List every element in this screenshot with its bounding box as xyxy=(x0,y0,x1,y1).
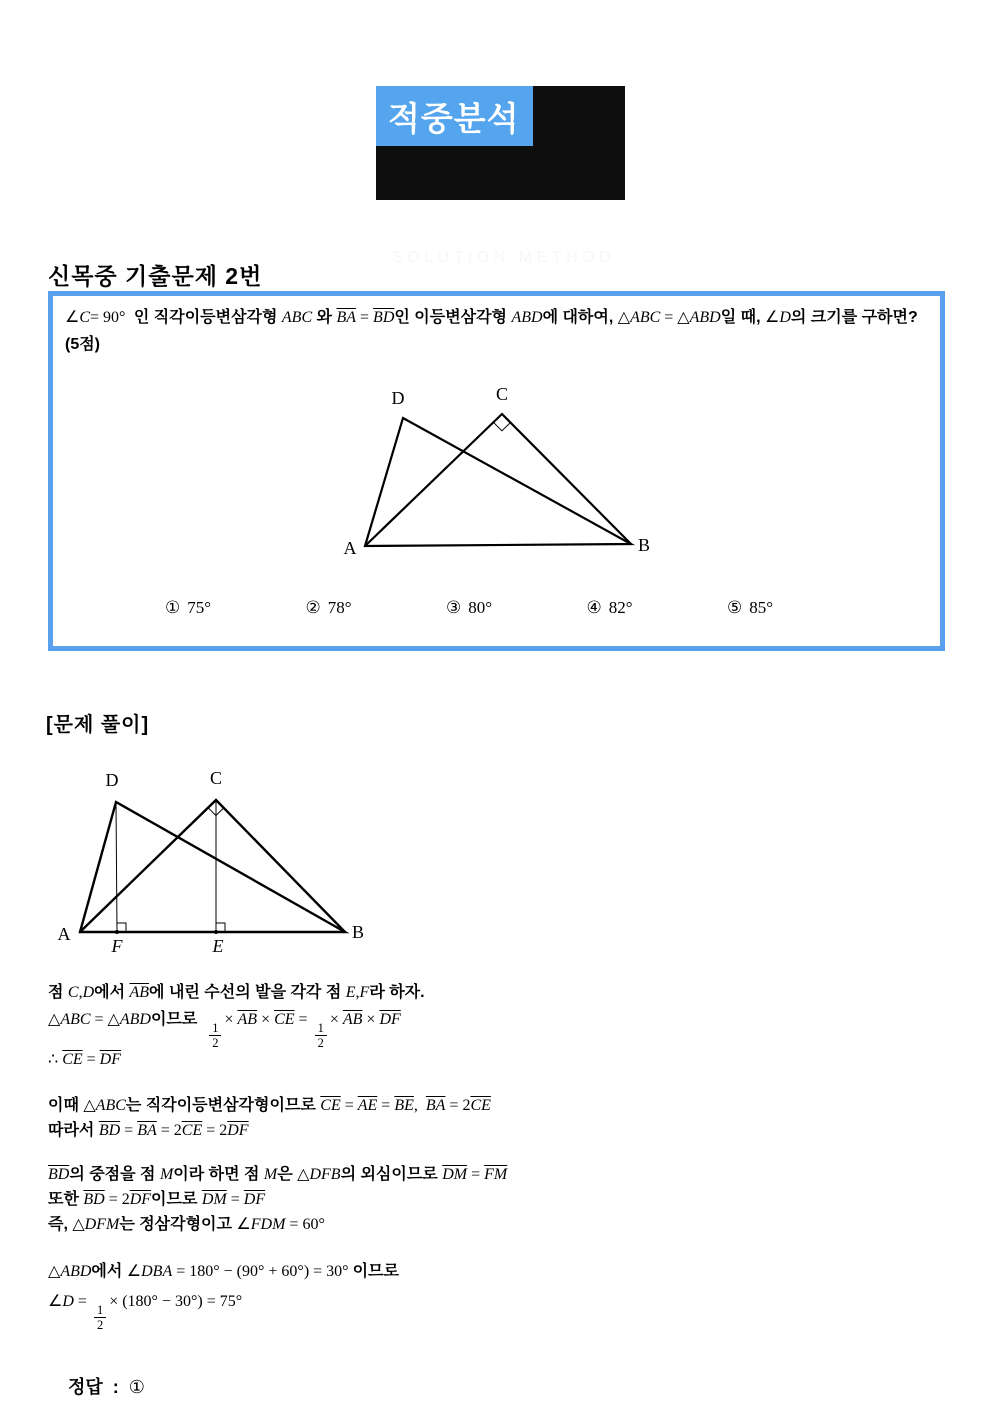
vertex-label-c: C xyxy=(495,384,509,404)
solution-line-4: 이때 △ABC는 직각이등변삼각형이므로 $\overline{CE} = \overline{AE} = \overline{BE}$, $\overline{BA} = 2\overline{CE}$ xyxy=(48,1097,491,1114)
choice-3 xyxy=(446,598,492,618)
solution-line-3: ∴ $\overline{CE} = \overline{DF}$ xyxy=(48,1051,121,1068)
brand-subtitle: SOLUTION METHOD xyxy=(392,249,616,266)
solution-figure xyxy=(52,766,372,963)
perpendicular-df xyxy=(116,802,117,932)
choice-4 xyxy=(586,598,632,618)
brand-logo-blue-panel xyxy=(376,86,533,146)
vertex-label-d: D xyxy=(105,770,119,790)
solution-line-10: ∠D = $\frac{1}{2}$ × (180° − 30°) = 75° xyxy=(48,1293,243,1333)
foot-label-e: E xyxy=(212,936,224,956)
answer-value: ① xyxy=(128,1377,145,1397)
choice-1 xyxy=(165,598,211,618)
fraction: $\frac{1}{2}$ xyxy=(315,1021,327,1051)
answer-separator: : xyxy=(102,1377,129,1397)
right-angle-mark-c xyxy=(493,422,510,431)
choice-2-number: ② xyxy=(305,598,321,617)
vertex-label-d: D xyxy=(391,388,405,408)
triangle-abc-sides xyxy=(365,414,631,546)
foot-label-f: F xyxy=(111,936,123,956)
solution-line-9: △ABD에서 ∠DBA = 180° − (90° + 60°) = 30° 이므로 xyxy=(48,1263,399,1280)
answer-line xyxy=(48,1352,145,1403)
choice-4-number: ④ xyxy=(586,598,602,617)
solution-line-1: 점 C,D에서 $\overline{AB}$에 내린 수선의 발을 각각 점 E,F라 하자. xyxy=(48,984,425,1001)
section-title: 신목중 기출문제 2번 xyxy=(48,263,263,289)
vertex-label-c: C xyxy=(209,768,223,788)
choice-1-value: 75° xyxy=(187,598,212,617)
vertex-label-a: A xyxy=(57,924,71,944)
vertex-label-a: A xyxy=(343,538,357,558)
answer-label: 정답 xyxy=(68,1377,103,1397)
answer-choices xyxy=(165,598,773,618)
problem-figure xyxy=(330,382,660,572)
choice-2-value: 78° xyxy=(327,598,352,617)
choice-5-number: ⑤ xyxy=(726,598,743,617)
foot-point-e xyxy=(214,930,218,934)
solution-line-7: 또한 $\overline{BD} = 2\overline{DF}$이므로 $\overline{DM} = \overline{DF}$ xyxy=(48,1191,266,1208)
brand-logo xyxy=(376,86,625,266)
solution-line-6: $\overline{BD}$의 중점을 점 M이라 하면 점 M은 △DFB의 외심이므로 $\overline{DM} = \overline{FM}$ xyxy=(48,1166,508,1183)
choice-2 xyxy=(305,598,351,618)
fraction: $\frac{1}{2}$ xyxy=(209,1021,221,1051)
vertex-label-b: B xyxy=(351,922,365,942)
choice-4-value: 82° xyxy=(608,598,633,617)
triangle-abc-sides xyxy=(80,800,345,932)
triangle-abd xyxy=(80,802,345,932)
problem-box xyxy=(48,291,945,651)
choice-5-value: 85° xyxy=(749,598,773,617)
problem-statement: ∠C= 90° 인 직각이등변삼각형 ABC 와 $\overline{BA} = \overline{BD}$인 이등변삼각형 ABD에 대하여, △ABC = △ABD일 때, ∠D의 크기를 구하면? (5점) xyxy=(65,309,923,353)
fraction: $\frac{1}{2}$ xyxy=(94,1303,106,1333)
solution-heading: [문제 풀이] xyxy=(46,714,150,736)
triangle-abd xyxy=(365,418,631,546)
vertex-label-b: B xyxy=(637,535,651,555)
choice-1-number: ① xyxy=(165,598,181,617)
choice-3-number: ③ xyxy=(445,598,462,617)
solution-line-2: △ABC = △ABD이므로 $\frac{1}{2}$ × $\overline{AB} \times \overline{CE}$ = $\frac{1}{2}$ × $\overline{AB} \times \overline{DF}$ xyxy=(48,1011,401,1051)
choice-3-value: 80° xyxy=(468,598,493,617)
solution-figure-svg xyxy=(52,766,372,958)
foot-point-f xyxy=(115,930,119,934)
brand-title: 적중분석 xyxy=(388,99,520,137)
problem-figure-svg xyxy=(330,382,660,567)
solution-line-5: 따라서 $\overline{BD} = \overline{BA} = 2\overline{CE} = 2\overline{DF}$ xyxy=(48,1122,249,1139)
solution-line-8: 즉, △DFM는 정삼각형이고 ∠FDM = 60° xyxy=(48,1216,325,1233)
choice-5 xyxy=(727,598,773,618)
